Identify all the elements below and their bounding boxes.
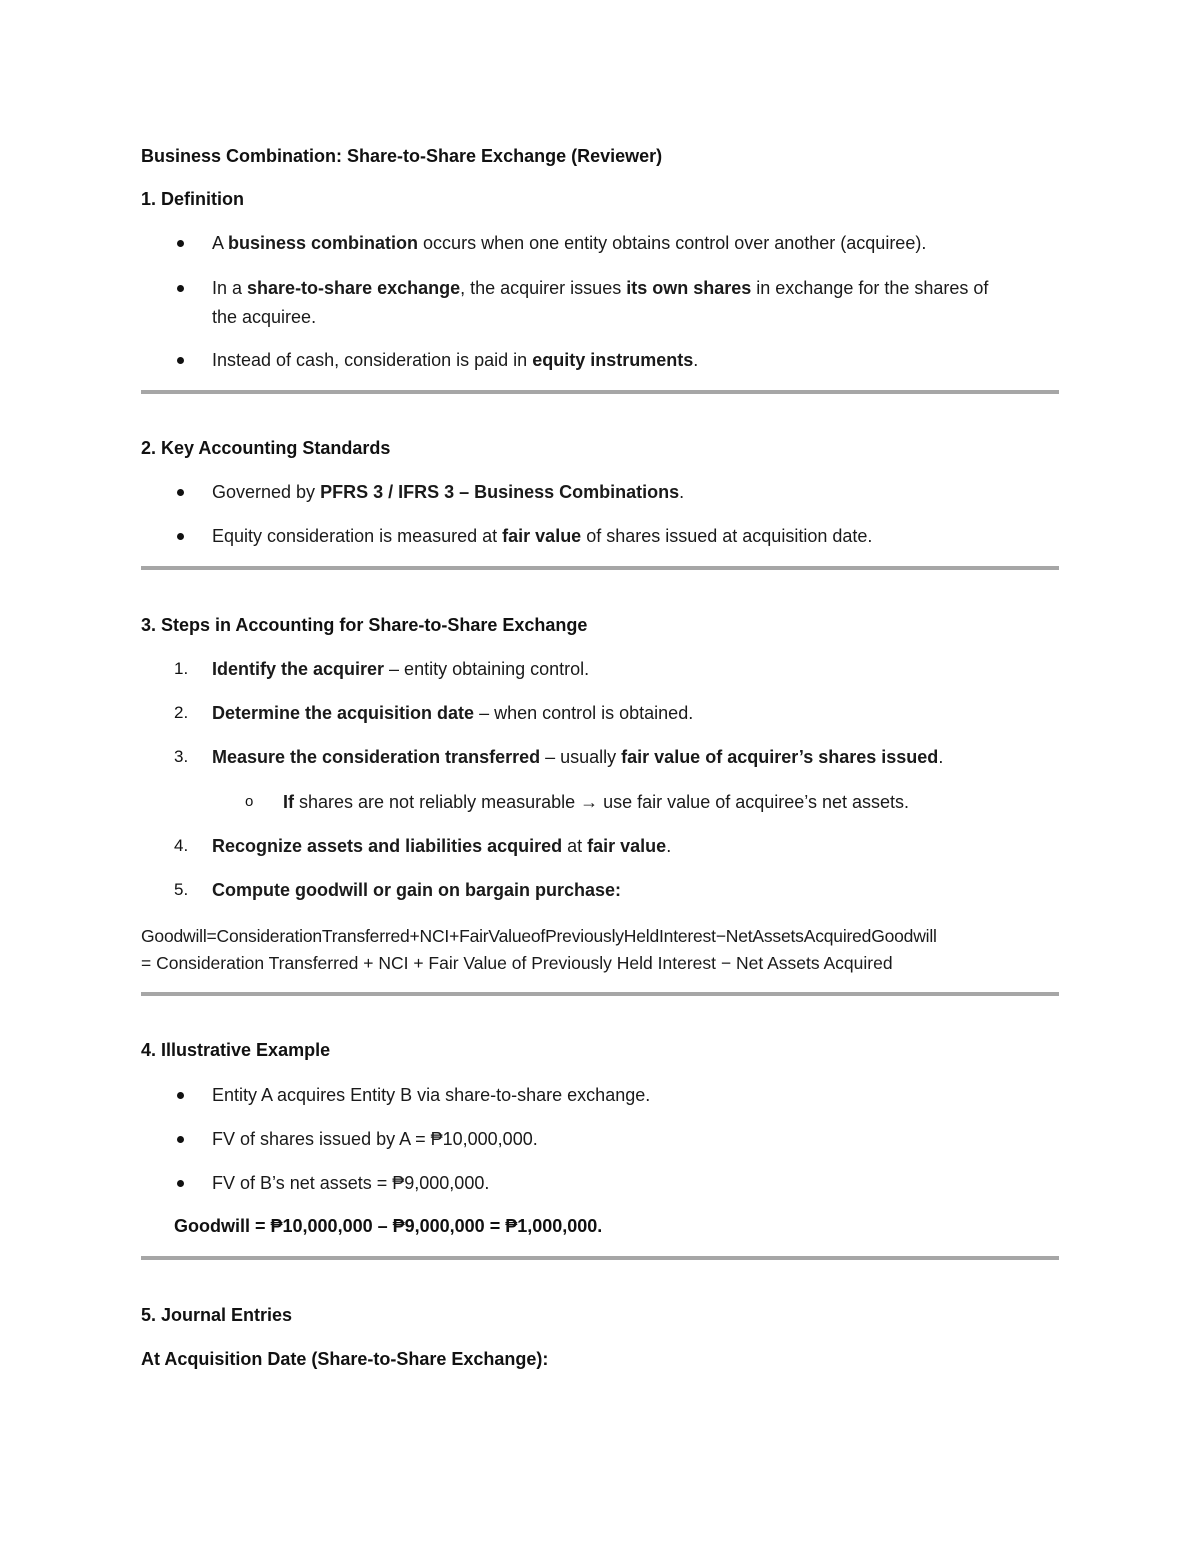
definition-bullet-3: Instead of cash, consideration is paid in equity instruments. <box>212 350 699 370</box>
step-2: Determine the acquisition date – when control is obtained. <box>212 703 694 723</box>
definition-bullet-2: In a share-to-share exchange, the acquirer issues its own shares in exchange for the shares of <box>212 278 989 298</box>
goodwill-formula-line-2: = Consideration Transferred + NCI + Fair Value of Previously Held Interest − Net Assets Acquired <box>141 953 893 973</box>
section-2-heading: 2. Key Accounting Standards <box>141 438 391 458</box>
bullet-icon <box>177 489 184 496</box>
section-divider <box>141 1256 1059 1260</box>
step-number: 2. <box>174 703 189 722</box>
bullet-icon <box>177 1136 184 1143</box>
step-1: Identify the acquirer – entity obtaining control. <box>212 659 590 679</box>
bullet-icon <box>177 240 184 247</box>
journal-entries-subheading: At Acquisition Date (Share-to-Share Exchange): <box>141 1349 549 1369</box>
step-number: 4. <box>174 836 189 855</box>
example-bullet-2: FV of shares issued by A = ₱10,000,000. <box>212 1129 538 1149</box>
bullet-icon <box>177 1180 184 1187</box>
definition-bullet-2-cont: the acquiree. <box>212 307 317 327</box>
step-number: 1. <box>174 659 189 678</box>
step-4: Recognize assets and liabilities acquired at fair value. <box>212 836 672 856</box>
section-3-heading: 3. Steps in Accounting for Share-to-Share Exchange <box>141 615 588 635</box>
bullet-icon <box>177 1092 184 1099</box>
standards-bullet-1: Governed by PFRS 3 / IFRS 3 – Business Combinations. <box>212 482 685 502</box>
section-divider <box>141 566 1059 570</box>
step-number: 5. <box>174 880 189 899</box>
goodwill-computation: Goodwill = ₱10,000,000 – ₱9,000,000 = ₱1,000,000. <box>174 1216 603 1236</box>
section-divider <box>141 992 1059 996</box>
section-divider <box>141 390 1059 394</box>
step-5: Compute goodwill or gain on bargain purchase: <box>212 880 622 900</box>
definition-bullet-1: A business combination occurs when one entity obtains control over another (acquiree). <box>212 233 927 253</box>
example-bullet-1: Entity A acquires Entity B via share-to-share exchange. <box>212 1085 651 1105</box>
goodwill-formula-line-1: Goodwill=ConsiderationTransferred+NCI+FairValueofPreviouslyHeldInterest−NetAssetsAcquiredGoodwill <box>141 926 937 946</box>
section-5-heading: 5. Journal Entries <box>141 1305 293 1325</box>
bullet-icon <box>177 357 184 364</box>
step-3: Measure the consideration transferred – usually fair value of acquirer’s shares issued. <box>212 747 944 767</box>
sub-bullet-icon: o <box>245 793 254 810</box>
section-1-heading: 1. Definition <box>141 189 244 209</box>
step-number: 3. <box>174 747 189 766</box>
section-4-heading: 4. Illustrative Example <box>141 1040 331 1060</box>
step-3-sub-bullet: If shares are not reliably measurable → use fair value of acquiree’s net assets. <box>283 792 909 812</box>
example-bullet-3: FV of B’s net assets = ₱9,000,000. <box>212 1173 490 1193</box>
bullet-icon <box>177 285 184 292</box>
document-title: Business Combination: Share-to-Share Exchange (Reviewer) <box>141 146 663 166</box>
bullet-icon <box>177 533 184 540</box>
standards-bullet-2: Equity consideration is measured at fair value of shares issued at acquisition date. <box>212 526 873 546</box>
